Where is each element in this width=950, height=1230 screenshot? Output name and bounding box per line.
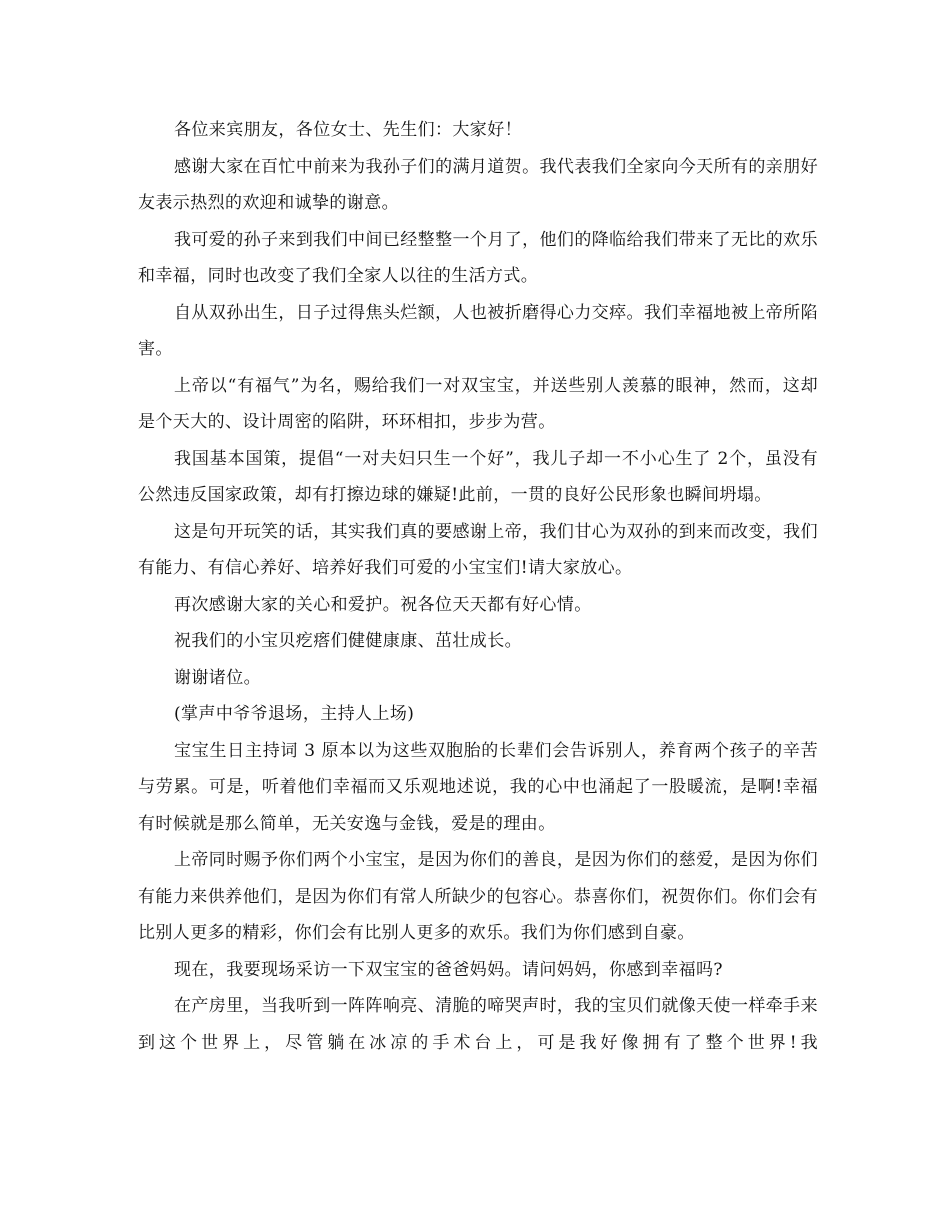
paragraph-blessing: 上帝同时赐予你们两个小宝宝，是因为你们的善良，是因为你们的慈爱，是因为你们有能力来供养他们，是因为你们有常人所缺少的包容心。恭喜你们，祝贺你们。你们会有比别人更多的精彩，你们会有比别人更多的欢乐。我们为你们感到自豪。 [138,850,818,943]
paragraph-thanks: 感谢大家在百忙中前来为我孙子们的满月道贺。我代表我们全家向今天所有的亲朋好友表示热烈的欢迎和诚挚的谢意。 [138,156,818,213]
paragraph-host-speech: 宝宝生日主持词 3 原本以为这些双胞胎的长辈们会告诉别人，养育两个孩子的辛苦与劳累。可是，听着他们幸福而又乐观地述说，我的心中也涌起了一股暖流，是啊!幸福有时候就是那么简单，无关安逸与金钱，爱是的理由。 [138,740,818,834]
paragraph-interview: 现在，我要现场采访一下双宝宝的爸爸妈妈。请问妈妈，你感到幸福吗? [174,959,723,980]
paragraph-joke: 这是句开玩笑的话，其实我们真的要感谢上帝，我们甘心为双孙的到来而改变，我们有能力、有信心养好、培养好我们可爱的小宝宝们!请大家放心。 [138,521,818,578]
paragraph-thank-you: 谢谢诸位。 [174,667,261,688]
paragraph-since-birth: 自从双孙出生，日子过得焦头烂额，人也被折磨得心力交瘁。我们幸福地被上帝所陷害。 [138,302,818,359]
paragraph-national-policy: 我国基本国策，提倡“一对夫妇只生一个好”，我儿子却一不小心生了 2个，虽没有公然违反国家政策，却有打擦边球的嫌疑!此前，一贯的良好公民形象也瞬间坍塌。 [138,448,818,505]
document-body [138,112,818,1061]
paragraph-wishes: 祝我们的小宝贝疙瘩们健健康康、茁壮成长。 [174,631,522,651]
paragraph-thanks-again: 再次感谢大家的关心和爱护。祝各位天天都有好心情。 [174,594,592,615]
paragraph-god-gift: 上帝以“有福气”为名，赐给我们一对双宝宝，并送些别人羡慕的眼神，然而，这却是个天大的、设计周密的陷阱，环环相扣，步步为营。 [138,375,818,432]
paragraph-one-month: 我可爱的孙子来到我们中间已经整整一个月了，他们的降临给我们带来了无比的欢乐和幸福，同时也改变了我们全家人以往的生活方式。 [138,229,818,286]
paragraph-greeting: 各位来宾朋友，各位女士、先生们：大家好！ [174,120,522,140]
paragraph-stage-direction: (掌声中爷爷退场，主持人上场) [174,704,415,724]
paragraph-delivery-room: 在产房里，当我听到一阵阵响亮、清脆的啼哭声时，我的宝贝们就像天使一样牵手来到这个世界上，尽管躺在冰凉的手术台上，可是我好像拥有了整个世界!我 [138,996,818,1053]
